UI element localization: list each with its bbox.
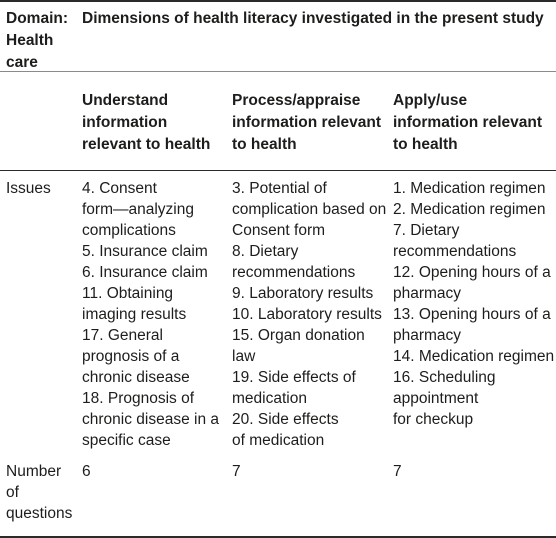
count-understand-cell <box>82 461 91 482</box>
issue-item: recommendations <box>232 264 356 281</box>
question-count: 7 <box>393 463 402 480</box>
issue-item: imaging results <box>82 306 187 323</box>
issue-item: 12. Opening hours of a <box>393 264 551 281</box>
issues-process-cell <box>232 178 386 451</box>
issue-item: 8. Dietary <box>232 243 299 260</box>
domain-header <box>6 8 68 74</box>
question-count: 6 <box>82 463 91 480</box>
row-label-text: of <box>6 484 19 501</box>
header-bottom-rule <box>0 170 556 171</box>
issue-item: 4. Consent <box>82 180 157 197</box>
domain-header-line: Health <box>6 32 54 49</box>
row-label-text: Issues <box>6 180 51 197</box>
issue-item: 19. Side effects of <box>232 369 356 386</box>
issue-item: complications <box>82 222 176 239</box>
issue-item: 17. General <box>82 327 163 344</box>
count-apply-cell <box>393 461 402 482</box>
issue-item: chronic disease <box>82 369 190 386</box>
column-header-process <box>232 90 381 156</box>
issue-item: specific case <box>82 432 171 449</box>
issue-item: 6. Insurance claim <box>82 264 208 281</box>
column-header-line: relevant to health <box>82 136 211 153</box>
issue-item: prognosis of a <box>82 348 180 365</box>
issue-item: appointment <box>393 390 479 407</box>
column-header-apply <box>393 90 542 156</box>
column-header-line: Understand <box>82 92 169 109</box>
issue-item: for checkup <box>393 411 474 428</box>
issue-item: 7. Dietary <box>393 222 460 239</box>
dimensions-span-header <box>82 8 544 30</box>
row-label-issues <box>6 178 51 199</box>
issue-item: 5. Insurance claim <box>82 243 208 260</box>
issue-item: law <box>232 348 256 365</box>
issues-apply-cell <box>393 178 554 430</box>
issue-item: of medication <box>232 432 325 449</box>
issue-item: pharmacy <box>393 327 462 344</box>
issue-item: 16. Scheduling <box>393 369 496 386</box>
row-label-number-of-questions <box>6 461 72 524</box>
issue-item: 3. Potential of <box>232 180 327 197</box>
issue-item: complication based on <box>232 201 387 218</box>
issue-item: recommendations <box>393 243 517 260</box>
domain-header-line: care <box>6 54 38 71</box>
span-header-text: Dimensions of health literacy investigated in the present study <box>82 10 544 27</box>
issue-item: 15. Organ donation <box>232 327 365 344</box>
issue-item: 20. Side effects <box>232 411 339 428</box>
row-label-text: Number <box>6 463 62 480</box>
issue-item: 13. Opening hours of a <box>393 306 551 323</box>
issue-item: pharmacy <box>393 285 462 302</box>
issue-item: 2. Medication regimen <box>393 201 546 218</box>
domain-header-line: Domain: <box>6 10 68 27</box>
issue-item: 10. Laboratory results <box>232 306 382 323</box>
issue-item: 9. Laboratory results <box>232 285 374 302</box>
question-count: 7 <box>232 463 241 480</box>
issues-understand-cell <box>82 178 219 451</box>
count-process-cell <box>232 461 241 482</box>
row-label-text: questions <box>6 505 73 522</box>
column-header-line: information <box>82 114 168 131</box>
issue-item: chronic disease in a <box>82 411 219 428</box>
issue-item: 18. Prognosis of <box>82 390 195 407</box>
column-header-line: to health <box>232 136 297 153</box>
issue-item: 11. Obtaining <box>82 285 174 302</box>
table-top-rule <box>0 0 556 2</box>
column-header-line: to health <box>393 136 458 153</box>
issue-item: 1. Medication regimen <box>393 180 546 197</box>
issue-item: Consent form <box>232 222 326 239</box>
header-divider-rule <box>0 71 556 72</box>
column-header-line: information relevant <box>393 114 542 131</box>
column-header-understand <box>82 90 210 156</box>
issue-item: medication <box>232 390 307 407</box>
column-header-line: Apply/use <box>393 92 468 109</box>
issue-item: 14. Medication regimen <box>393 348 555 365</box>
column-header-line: Process/appraise <box>232 92 361 109</box>
column-header-line: information relevant <box>232 114 381 131</box>
issue-item: form—analyzing <box>82 201 194 218</box>
